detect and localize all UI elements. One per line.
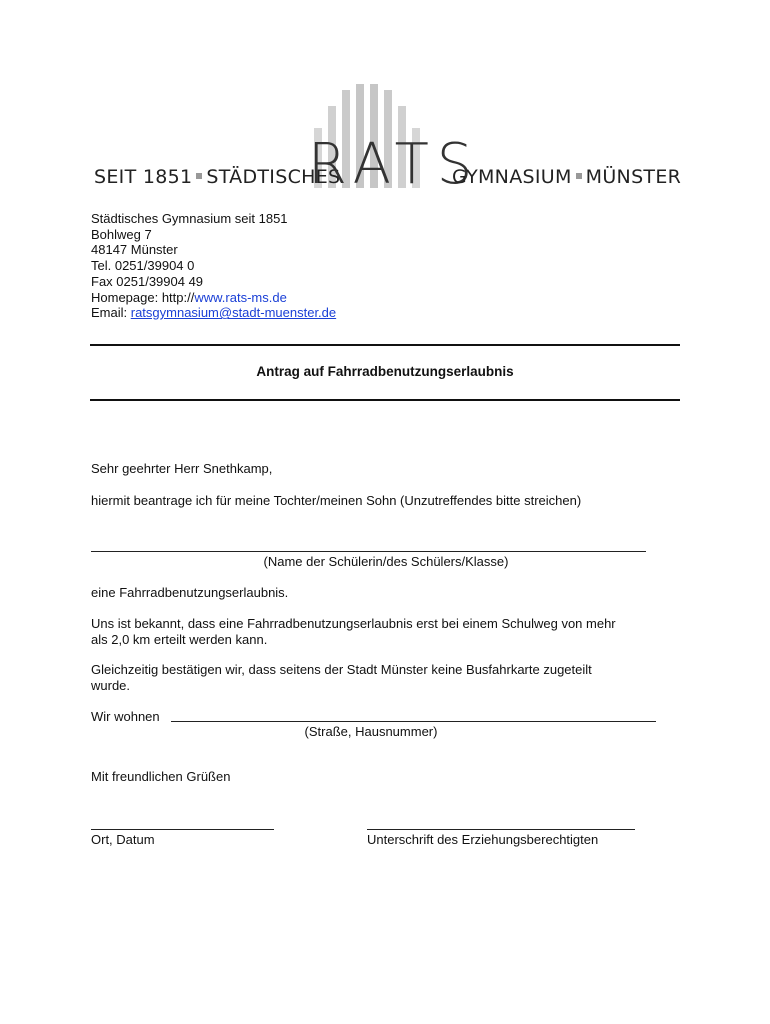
- paragraph-distance-line1: Uns ist bekannt, dass eine Fahrradbenutzungserlaubnis erst bei einem Schulweg von mehr: [91, 616, 616, 631]
- address-line-name: Städtisches Gymnasium seit 1851: [91, 211, 288, 226]
- student-name-field[interactable]: [91, 551, 646, 552]
- logo-since-text: SEIT 1851: [94, 166, 193, 188]
- signature-caption: Unterschrift des Erziehungsberechtigten: [367, 832, 599, 847]
- school-logo: [90, 80, 682, 197]
- place-date-caption: Ort, Datum: [91, 832, 155, 847]
- logo-tagline-right: [452, 166, 681, 188]
- address-line-fax: Fax 0251/39904 49: [91, 273, 204, 289]
- address-line-city: 48147 Münster: [91, 242, 178, 258]
- title-rule-bottom: [90, 399, 680, 401]
- home-address-field[interactable]: [171, 721, 656, 722]
- paragraph-bus-line2: wurde.: [91, 678, 131, 693]
- paragraph-bus-line1: Gleichzeitig bestätigen wir, dass seitens der Stadt Münster keine Busfahrkarte zugeteilt: [91, 662, 592, 677]
- salutation: Sehr geehrter Herr Snethkamp,: [91, 461, 273, 476]
- title-rule-top: [90, 344, 680, 346]
- request-text: eine Fahrradbenutzungserlaubnis.: [91, 585, 289, 600]
- logo-separator-icon: [576, 173, 582, 179]
- logo-staedtisches-text: STÄDTISCHES: [206, 166, 341, 188]
- logo-tagline-left: [94, 166, 340, 188]
- closing-text: Mit freundlichen Grüßen: [91, 769, 231, 784]
- paragraph-distance-line2: als 2,0 km erteilt werden kann.: [91, 632, 268, 647]
- intro-text: hiermit beantrage ich für meine Tochter/meinen Sohn (Unzutreffendes bitte streichen): [91, 493, 582, 508]
- email-label: Email:: [91, 305, 131, 321]
- homepage-link[interactable]: www.rats-ms.de: [194, 289, 287, 305]
- email-link[interactable]: ratsgymnasium@stadt-muenster.de: [130, 305, 337, 321]
- logo-separator-icon: [196, 173, 202, 179]
- address-line-street: Bohlweg 7: [91, 226, 152, 242]
- student-name-caption: (Name der Schülerin/des Schülers/Klasse): [263, 554, 509, 569]
- logo-gymnasium-text: GYMNASIUM: [452, 166, 572, 188]
- address-line-email: [91, 305, 336, 321]
- address-line-phone: Tel. 0251/39904 0: [91, 258, 195, 274]
- signature-field[interactable]: [367, 829, 635, 830]
- school-address: [91, 211, 336, 321]
- logo-brand-rats: RATS: [308, 132, 481, 197]
- homepage-label: Homepage: http://: [91, 289, 195, 305]
- home-address-caption: (Straße, Hausnummer): [304, 724, 438, 739]
- address-line-homepage: [91, 290, 336, 306]
- address-prompt: Wir wohnen: [91, 709, 160, 724]
- place-date-field[interactable]: [91, 829, 274, 830]
- form-title: Antrag auf Fahrradbenutzungserlaubnis: [256, 364, 514, 379]
- logo-city-text: MÜNSTER: [585, 166, 682, 188]
